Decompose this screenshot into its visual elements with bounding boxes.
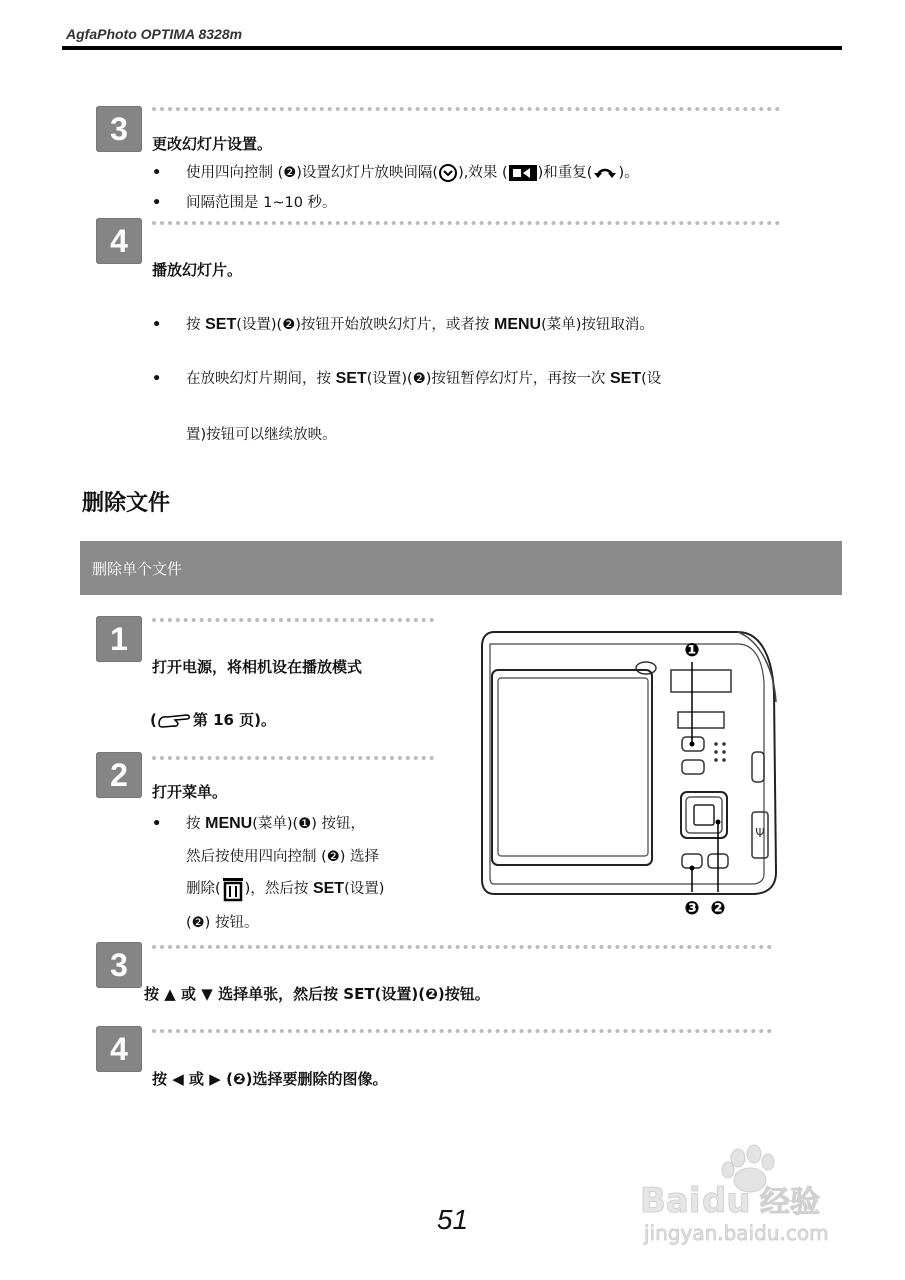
step-text: 按 ▲ 或 ▼ 选择单张，然后按 SET(设置)(❷)按钮。 [144,985,490,1003]
bullet-item: • 按 MENU(菜单)(❶) 按钮， [152,815,365,832]
svg-text:经验: 经验 [760,1185,820,1220]
circled-2: ❷ [232,1070,246,1088]
right-triangle-icon: ▶ [209,1070,221,1088]
bullet-continuation: 删除( )，然后按 SET(设置) [186,876,384,902]
step-badge-3b: 3 [96,942,142,988]
repeat-icon [592,164,618,182]
subsection-bar [80,541,842,595]
bullet-item: • 使用四向控制 (❷)设置幻灯片放映间隔( ),效果 ( )和重复( )。 [152,165,639,181]
bullet-item: • 在放映幻灯片期间，按 SET(设置)(❷)按钮暂停幻灯片，再按一次 SET(设 [152,370,662,387]
interval-timer-icon [438,163,458,183]
down-triangle-icon: ▼ [201,985,213,1003]
svg-text:Bai: Bai [640,1181,701,1221]
left-triangle-icon: ◀ [172,1070,184,1088]
circled-2: ❷ [412,371,426,387]
circled-2: ❷ [283,165,297,181]
bullet: • [152,317,162,333]
document-header-title: AgfaPhoto OPTIMA 8328m [66,26,243,42]
bullet: • [152,816,162,832]
effect-icon [508,164,538,182]
bullet: • [152,165,162,181]
up-triangle-icon: ▲ [164,985,176,1003]
step-badge-2: 2 [96,752,142,798]
step-text: 打开电源，将相机设在播放模式 [152,658,363,676]
callout-2: ❷ [710,898,726,919]
dotted-separator [152,618,434,622]
bullet-continuation: 然后按使用四向控制 (❷) 选择 [186,849,380,865]
step-badge-1: 1 [96,616,142,662]
svg-text:jingyan.baidu.com: jingyan.baidu.com [644,1221,829,1245]
dotted-separator [152,756,434,760]
step-badge-4: 4 [96,218,142,264]
bullet-continuation: (❷) 按钮。 [186,915,259,931]
trash-icon [221,876,245,902]
dotted-separator [152,221,780,225]
bullet: • [152,371,162,387]
circled-1: ❶ [298,816,312,832]
dotted-separator [152,945,772,949]
pointing-hand-icon [157,712,193,730]
bullet: • [152,195,162,211]
step-text: 按 ◀ 或 ▶ (❷)选择要删除的图像。 [152,1070,388,1088]
page-number: 51 [436,1204,469,1235]
subsection-bar-label: 删除单个文件 [92,560,183,578]
bullet-item: • 间隔范围是 1~10 秒。 [152,195,337,211]
svg-text:Ψ: Ψ [755,826,765,840]
step-badge-4b: 4 [96,1026,142,1072]
circled-2: ❷ [191,915,205,931]
step-heading: 播放幻灯片。 [152,261,243,279]
callout-1: ❶ [684,640,700,661]
bullet-continuation: 置)按钮可以继续放映。 [186,427,337,443]
page-reference: ( 第 16 页)。 [150,711,277,729]
step-heading: 更改幻灯片设置。 [152,135,273,153]
section-title: 删除文件 [82,491,171,516]
callout-3: ❸ [684,898,700,919]
dotted-separator [152,1029,772,1033]
step-heading: 打开菜单。 [152,783,228,801]
dotted-separator [152,107,780,111]
bullet-item: • 按 SET(设置)(❷)按钮开始放映幻灯片，或者按 MENU(菜单)按钮取消。 [152,316,654,333]
camera-illustration [476,622,782,922]
header-rule [62,46,842,50]
step-badge-3: 3 [96,106,142,152]
svg-text:du: du [702,1181,751,1221]
circled-2: ❷ [425,985,438,1003]
circled-2: ❷ [282,317,296,333]
circled-2: ❷ [326,849,340,865]
